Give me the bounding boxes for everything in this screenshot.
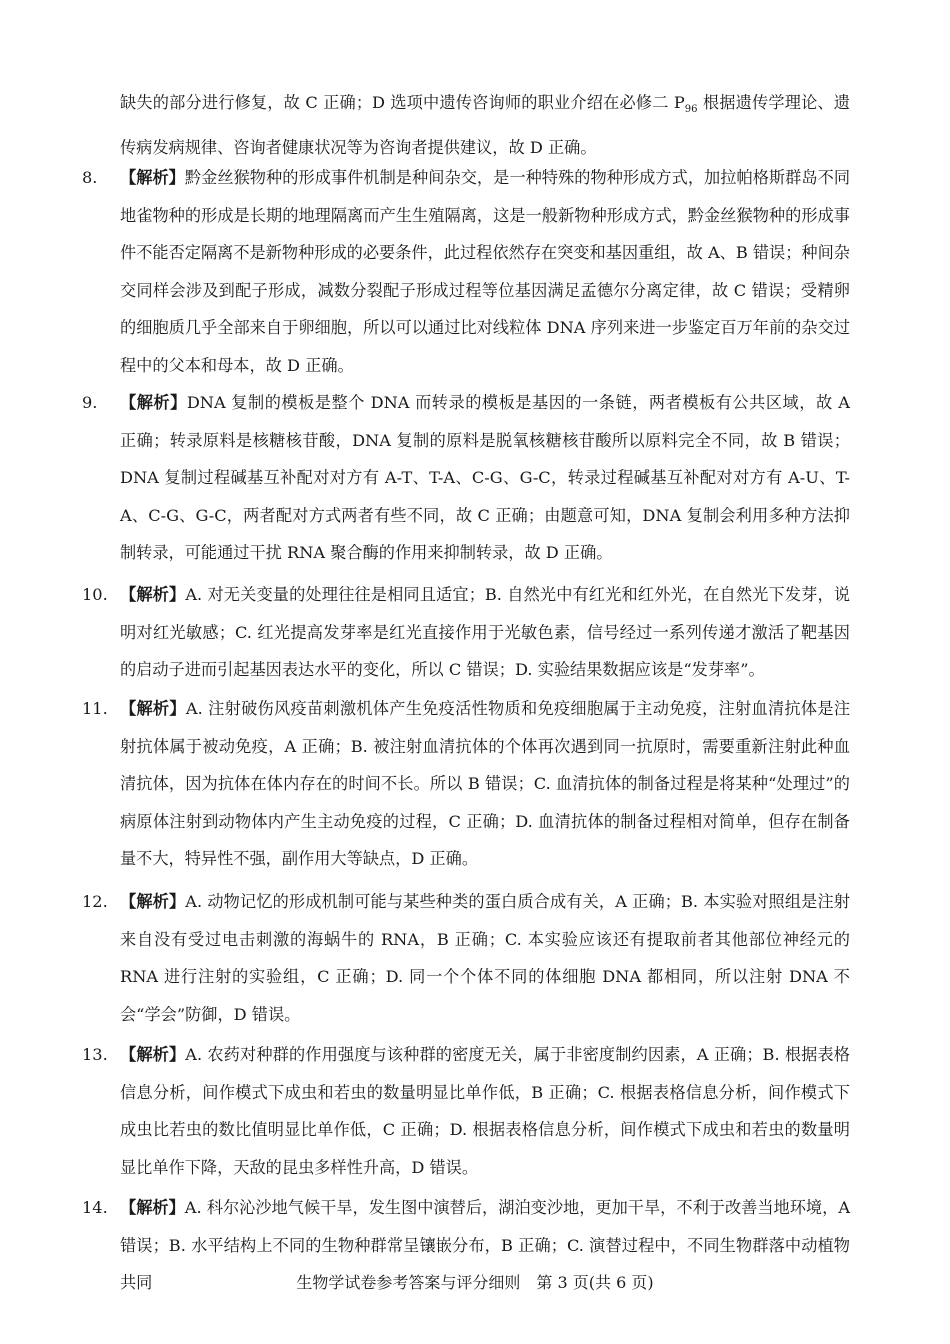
item-text: A. 对无关变量的处理往往是相同且适宜；B. 自然光中有红光和红外光，在自然光下发芽，说明对红光敏感；C. 红光提高发芽率是红光直接作用于光敏色素，信号经过一系列传递才激活了靶基因的启动子进而引起基因表达水平的变化，所以 C 错误；D. 实验结果数据应该是“发芽率”。 [120,585,851,679]
answer-item-9 [82,384,850,572]
answer-item-10 [82,576,850,689]
item-number: 11. [82,699,108,718]
item-text: DNA 复制的模板是整个 DNA 而转录的模板是基因的一条链，两者模板有公共区域，故 A 正确；转录原料是核糖核苷酸，DNA 复制的原料是脱氧核糖核苷酸所以原料完全不同，故 B 错误；DNA 复制过程碱基互补配对对方有 A-T、T-A、C-G、G-C，转录过程碱基互补配对对方有 A-U、T-A、C-G、G-C，两者配对方式两者有些不同，故 C 正确；由题意可知，DNA 复制会利用多种方法抑制转录，可能通过干扰 RNA 聚合酶的作用来抑制转录，故 D 正确。 [120,393,850,562]
item-text: A. 动物记忆的形成机制可能与某些种类的蛋白质合成有关，A 正确；B. 本实验对照组是注射来自没有受过电击刺激的海蜗牛的 RNA，B 正确；C. 本实验应该还有提取前者其他部位神经元的 RNA 进行注射的实验组，C 正确；D. 同一个个体不同的体细胞 DNA 都相同，所以注射 DNA 不会“学会”防御，D 错误。 [120,892,850,1024]
intro-paragraph [120,84,850,166]
page-footer: 生物学试卷参考答案与评分细则 第 3 页(共 6 页) [296,1273,654,1292]
item-text: A. 科尔沁沙地气候干旱，发生图中演替后，湖泊变沙地，更加干旱，不利于改善当地环境，A 错误；B. 水平结构上不同的生物种群常呈镶嵌分布，B 正确；C. 演替过程中，不同生物群落中动植物共同 [120,1198,851,1292]
analysis-tag: 【解析】 [120,168,185,187]
analysis-tag: 【解析】 [120,585,186,604]
answer-item-12 [82,883,850,1033]
item-number: 10. [82,585,108,604]
item-number: 13. [82,1045,108,1064]
analysis-tag: 【解析】 [120,699,186,718]
analysis-tag: 【解析】 [120,892,186,911]
analysis-tag: 【解析】 [120,1045,186,1064]
intro-subscript: 96 [684,104,698,116]
analysis-tag: 【解析】 [120,1198,185,1217]
answer-item-13 [82,1036,850,1186]
item-text: A. 农药对种群的作用强度与该种群的密度无关，属于非密度制约因素，A 正确；B. 根据表格信息分析，间作模式下成虫和若虫的数量明显比单作低，B 正确；C. 根据表格信息分析，间作模式下成虫比若虫的数比值明显比单作低，C 正确；D. 根据表格信息分析，间作模式下成虫和若虫的数量明显比单作下降，天敌的昆虫多样性升高，D 错误。 [120,1045,850,1177]
item-number: 12. [82,892,108,911]
item-text: 黔金丝猴物种的形成事件机制是种间杂交，是一种特殊的物种形成方式，加拉帕格斯群岛不同地雀物种的形成是长期的地理隔离而产生生殖隔离，这是一般新物种形成方式，黔金丝猴物种的形成事件不能否定隔离不是新物种形成的必要条件，此过程依然存在突变和基因重组，故 A、B 错误；种间杂交同样会涉及到配子形成，减数分裂配子形成过程等位基因满足孟德尔分离定律，故 C 错误；受精卵的细胞质几乎全部来自于卵细胞，所以可以通过比对线粒体 DNA 序列来进一步鉴定百万年前的杂交过程中的父本和母本，故 D 正确。 [120,168,851,375]
answer-item-11 [82,690,850,878]
item-text: A. 注射破伤风疫苗刺激机体产生免疫活性物质和免疫细胞属于主动免疫，注射血清抗体是注射抗体属于被动免疫，A 正确；B. 被注射血清抗体的个体再次遇到同一抗原时，需要重新注射此种血清抗体，因为抗体在体内存在的时间不长。所以 B 错误；C. 血清抗体的制备过程是将某种“处理过”的病原体注射到动物体内产生主动免疫的过程，C 正确；D. 血清抗体的制备过程相对简单，但存在制备量不大，特异性不强，副作用大等缺点，D 正确。 [120,699,851,868]
answer-item-8 [82,159,850,384]
intro-text-pre: 缺失的部分进行修复，故 C 正确；D 选项中遗传咨询师的职业介绍在必修二 P [120,93,685,112]
item-number: 14. [82,1198,108,1217]
intro-text-post: 根据遗传学理论、遗传病发病规律、咨询者健康状况等为咨询者提供建议，故 D 正确。 [120,93,850,157]
analysis-tag: 【解析】 [120,393,187,412]
item-number: 9. [82,393,98,412]
item-number: 8. [82,168,98,187]
